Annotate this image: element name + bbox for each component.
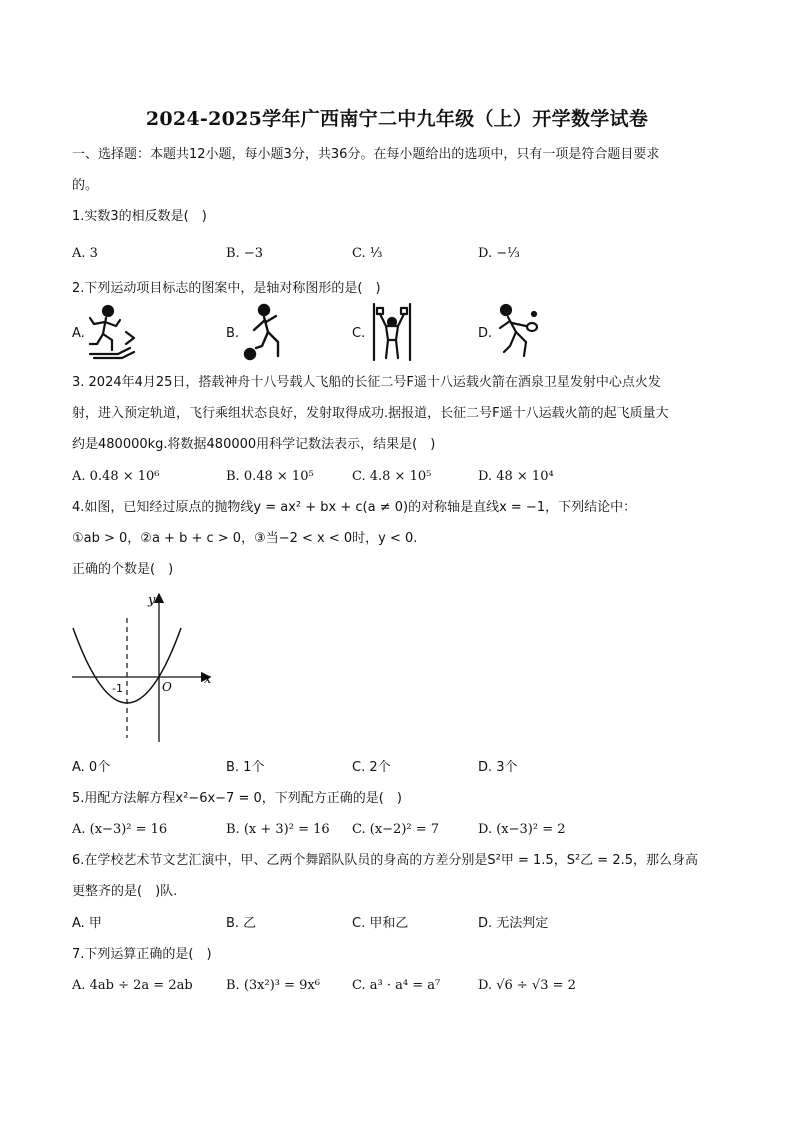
page-title: 2024-2025学年广西南宁二中九年级（上）开学数学试卷: [145, 108, 649, 130]
table-tennis-player-icon: [492, 302, 552, 362]
question-6-options: [72, 914, 732, 934]
q7-option-c: C. a³ · a⁴ = a⁷: [352, 978, 441, 993]
question-6-line-2: 更整齐的是( )队.: [72, 884, 178, 899]
question-7-stem: 7.下列运算正确的是( ): [72, 947, 212, 962]
q2-option-a-letter: A.: [72, 326, 85, 341]
question-4-line-2: ①ab > 0，②a + b + c > 0，③当−2 < x < 0时，y < 0.: [72, 531, 418, 546]
q6-option-d: D. 无法判定: [478, 916, 549, 931]
q6-option-b: B. 乙: [226, 916, 257, 931]
question-3-line-2: 射，进入预定轨道，飞行乘组状态良好，发射取得成功.据报道，长征二号F遥十八运载火箭的起飞质量大: [72, 406, 669, 421]
q2-option-b-letter: B.: [226, 326, 240, 341]
q4-option-c: C. 2个: [352, 760, 391, 775]
q3-option-a: A. 0.48 × 10⁶: [72, 469, 160, 484]
q2-option-c-letter: C.: [352, 326, 366, 341]
q6-option-a: A. 甲: [72, 916, 102, 931]
question-3-options: [72, 467, 732, 487]
gymnast-rings-icon: [366, 302, 426, 362]
question-7-options: [72, 976, 732, 996]
q7-option-a: A. 4ab ÷ 2a = 2ab: [72, 978, 193, 993]
q3-option-d: D. 48 × 10⁴: [478, 469, 554, 484]
q5-option-b: B. (x + 3)² = 16: [226, 822, 330, 837]
section-instruction-line-2: 的。: [72, 178, 99, 193]
q2-option-d-letter: D.: [478, 326, 493, 341]
q4-option-b: B. 1个: [226, 760, 265, 775]
ball-kicker-icon: [240, 302, 300, 362]
section-instruction-line-1: 一、选择题：本题共12小题，每小题3分，共36分。在每小题给出的选项中，只有一项是符合题目要求: [72, 147, 660, 162]
q5-option-a: A. (x−3)² = 16: [72, 822, 168, 837]
question-3-line-3: 约是480000kg.将数据480000用科学记数法表示，结果是( ): [72, 437, 436, 452]
x-axis-label: x: [204, 672, 212, 687]
question-6-line-1: 6.在学校艺术节文艺汇演中，甲、乙两个舞蹈队队员的身高的方差分别是S²甲 = 1.5，S²乙 = 2.5，那么身高: [72, 853, 698, 868]
q1-option-c: C. ⅓: [352, 246, 383, 261]
question-4-line-1: 4.如图，已知经过原点的抛物线y = ax² + bx + c(a ≠ 0)的对称轴是直线x = −1，下列结论中：: [72, 500, 637, 515]
question-4-options: [72, 758, 732, 778]
question-5-stem: 5.用配方法解方程x²−6x−7 = 0，下列配方正确的是( ): [72, 791, 402, 806]
q6-option-c: C. 甲和乙: [352, 916, 409, 931]
q1-option-d: D. −⅓: [478, 246, 520, 261]
question-1-options: [72, 244, 732, 264]
y-axis-label: y: [148, 593, 156, 608]
q7-option-b: B. (3x²)³ = 9x⁶: [226, 978, 320, 993]
q5-option-d: D. (x−3)² = 2: [478, 822, 566, 837]
q5-option-c: C. (x−2)² = 7: [352, 822, 440, 837]
question-3-line-1: 3. 2024年4月25日，搭载神舟十八号载人飞船的长征二号F遥十八运载火箭在酒泉卫星发射中心点火发: [72, 375, 661, 390]
q7-option-d: D. √6 ÷ √3 = 2: [478, 978, 576, 993]
q3-option-c: C. 4.8 × 10⁵: [352, 469, 432, 484]
running-athlete-icon: [86, 302, 146, 362]
parabola-graph: [68, 588, 218, 748]
question-1-stem: 1.实数3的相反数是( ): [72, 209, 207, 224]
q4-option-a: A. 0个: [72, 760, 111, 775]
q4-option-d: D. 3个: [478, 760, 518, 775]
q1-option-b: B. −3: [226, 246, 263, 261]
question-4-line-3: 正确的个数是( ): [72, 562, 174, 577]
question-5-options: [72, 820, 732, 840]
question-2-stem: 2.下列运动项目标志的图案中，是轴对称图形的是( ): [72, 281, 381, 296]
tick-label-minus-1: -1: [112, 682, 123, 695]
q3-option-b: B. 0.48 × 10⁵: [226, 469, 314, 484]
origin-label: O: [162, 680, 172, 694]
q1-option-a: A. 3: [72, 246, 98, 261]
